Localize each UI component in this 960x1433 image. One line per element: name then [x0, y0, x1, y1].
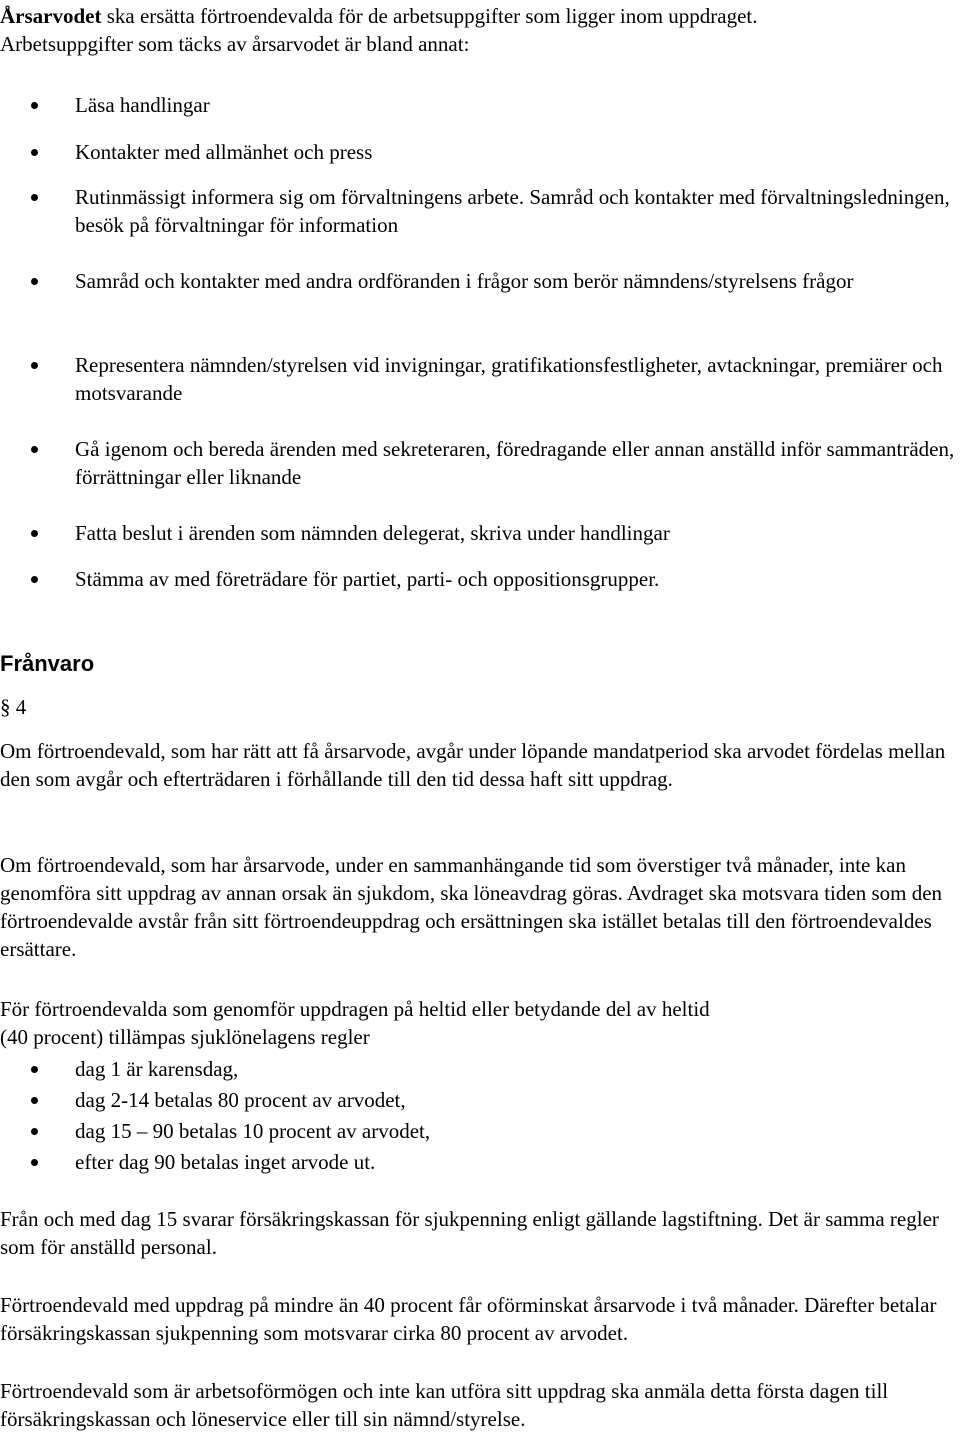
intro-term: Årsarvodet — [0, 4, 102, 28]
intro-line-2: Arbetsuppgifter som täcks av årsarvodet är bland annat: — [0, 32, 470, 56]
bullet-icon — [31, 1097, 38, 1104]
bullet-icon — [31, 278, 38, 285]
bullet-icon — [31, 1066, 38, 1073]
bullet-icon — [31, 446, 38, 453]
bullet-icon — [31, 576, 38, 583]
intro-line-1-rest: ska ersätta förtroendevalda för de arbetsuppgifter som ligger inom uppdraget. — [101, 4, 758, 28]
section-heading: Frånvaro — [0, 651, 95, 676]
bullet-icon — [31, 362, 38, 369]
paragraph-line: För förtroendevalda som genomför uppdragen på heltid eller betydande del av heltid — [0, 997, 710, 1021]
bullet-icon — [31, 530, 38, 537]
bullet-icon — [31, 1159, 38, 1166]
section-number: § 4 — [0, 695, 27, 719]
intro-line-1 — [0, 2, 958, 30]
bullet-icon — [31, 194, 38, 201]
bullet-icon — [31, 149, 38, 156]
paragraph: Förtroendevald som är arbetsoförmögen och inte kan utföra sitt uppdrag ska anmäla detta första dagen till försäkringskassan och löneservice eller till sin nämnd/styrelse. — [0, 1379, 889, 1431]
paragraph: Från och med dag 15 svarar försäkringskassan för sjukpenning enligt gällande lagstiftning. Det är samma regler som för anställd personal. — [0, 1207, 939, 1259]
bullet-icon — [31, 1128, 38, 1135]
bullet-icon — [31, 102, 38, 109]
paragraph: Förtroendevald med uppdrag på mindre än 40 procent får oförminskat årsarvode i två månader. Därefter betalar försäkringskassan sjukpenning som motsvarar cirka 80 procent av arvodet. — [0, 1293, 937, 1345]
paragraph: Om förtroendevald, som har rätt att få årsarvode, avgår under löpande mandatperiod ska arvodet fördelas mellan den som avgår och efterträdaren i förhållande till den tid dessa haft sitt uppdrag. — [0, 739, 946, 791]
paragraph-line: (40 procent) tillämpas sjuklönelagens regler — [0, 1025, 370, 1049]
paragraph: Om förtroendevald, som har årsarvode, under en sammanhängande tid som överstiger två månader, inte kan genomföra sitt uppdrag av annan orsak än sjukdom, ska löneavdrag göras. Avdraget ska motsvara tiden som den förtroendevalde avstår från sitt förtroendeuppdrag och ersättningen ska istället betalas till den förtroendevaldes ersättare. — [0, 853, 943, 961]
document-page: Årsarvodet ska ersätta förtroendevalda för de arbetsuppgifter som ligger inom uppdraget. Arbetsuppgifter som täcks av årsarvodet är bland annat: Läsa handlingar Kontakter med allmänhet och press Rutinmässigt informera sig om förvaltningens arbete. Samråd och kontakter med förvaltningsledningen, besök på förvaltningar för information Samråd och kontakter med andra ordföranden i frågor som berör nämndens/styrelsens frågor Representera nämnden/styrelsen vid invigningar, gratifikationsfestligheter, avtackningar, premiärer och motsvarande Gå igenom och bereda ärenden med sekreteraren, föredragande eller annan anställd inför sammanträden, förrättningar eller liknande Fatta beslut i ärenden som nämnden delegerat, skriva under handlingar Stämma av med företrädare för partiet, parti- och oppositionsgrupper. Frånvaro § 4 Om förtroendevald, som har rätt att få årsarvode, avgår under löpande mandatperiod ska arvodet fördelas mellan den som avgår och efterträdaren i förhållande till den tid dessa haft sitt uppdrag. Om förtroendevald, som har årsarvode, under en sammanhängande tid som överstiger två månader, inte kan genomföra sitt uppdrag av annan orsak än sjukdom, ska löneavdrag göras. Avdraget ska motsvara tiden som den förtroendevalde avstår från sitt förtroendeuppdrag och ersättningen ska istället betalas till den förtroendevaldes ersättare. För förtroendevalda som genomför uppdragen på heltid eller betydande del av heltid (40 procent) tillämpas sjuklönelagens regler dag 1 är karensdag, dag 2-14 betalas 80 procent av arvodet, dag 15 – 90 betalas 10 procent av arvodet, efter dag 90 betalas inget arvode ut. Från och med dag 15 svarar försäkringskassan för sjukpenning enligt gällande lagstiftning. Det är samma regler som för anställd personal. Förtroendevald med uppdrag på mindre än 40 procent får oförminskat årsarvode i två månader. Därefter betalar försäkringskassan sjukpenning som motsvarar cirka 80 procent av arvodet. Förtroendevald som är arbetsoförmögen och inte kan utföra sitt uppdrag ska anmäla detta första dagen till försäkringskassan och löneservice eller till sin nämnd/styrelse. — [0, 0, 960, 1432]
